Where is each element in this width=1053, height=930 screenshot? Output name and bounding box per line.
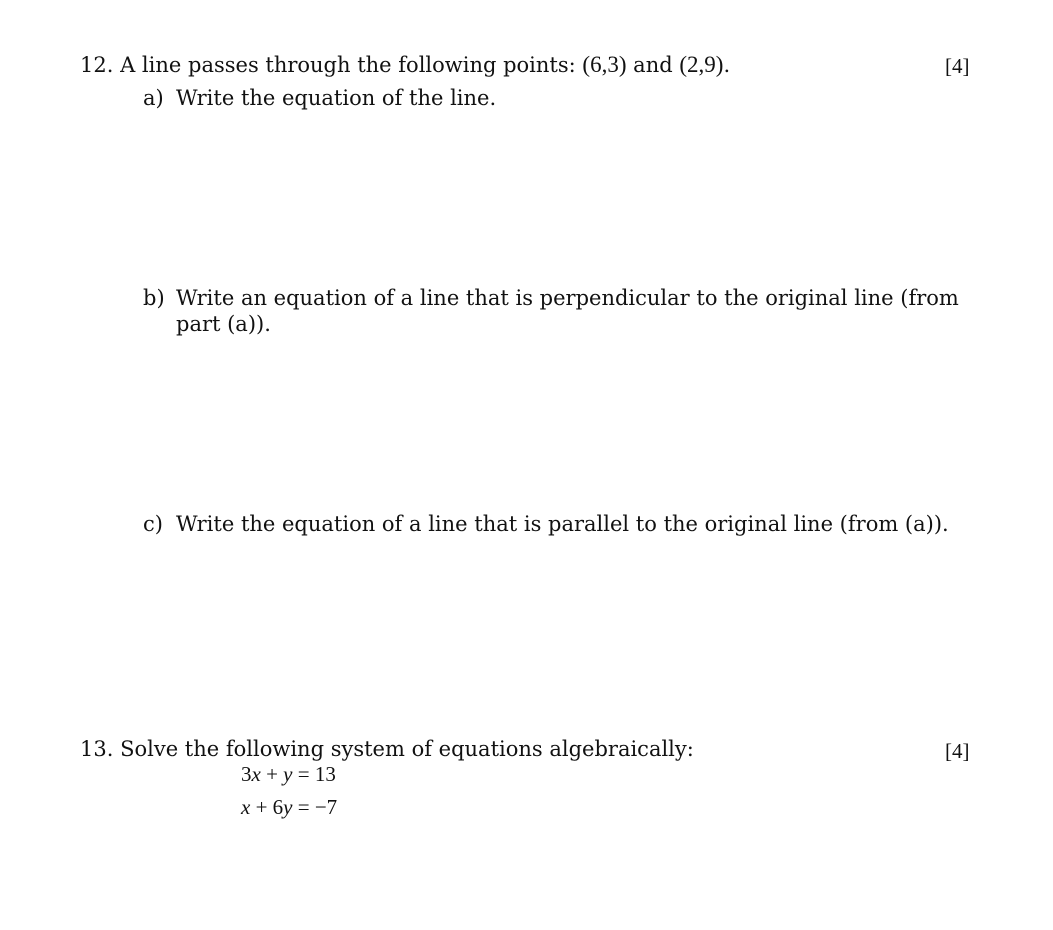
question-number: 12. (80, 53, 114, 77)
question-13-stem (80, 737, 694, 761)
sentence-end: . (723, 53, 731, 77)
part-a (143, 86, 496, 110)
coefficient: 3 (241, 762, 252, 786)
part-text: Write the equation of a line that is parallel to the original line (from (a)). (176, 512, 949, 536)
right-hand-side: = −7 (292, 795, 338, 819)
variable: y (283, 762, 293, 786)
right-hand-side: = 13 (292, 762, 336, 786)
part-text: Write the equation of the line. (176, 86, 497, 110)
variable: x (241, 795, 251, 819)
part-b (143, 286, 959, 310)
variable: y (283, 795, 293, 819)
part-label: b) (143, 286, 165, 310)
equation-2 (241, 795, 337, 820)
part-b-continuation: part (a)). (176, 312, 271, 336)
question-12-marks: [4] (945, 54, 970, 78)
question-13-marks: [4] (945, 739, 970, 763)
equation-1 (241, 762, 336, 787)
operator: + (260, 762, 284, 786)
connector-text: and (633, 53, 673, 77)
part-text: Write an equation of a line that is perpendicular to the original line (from (176, 286, 959, 310)
point-b: (2,9) (679, 52, 724, 77)
question-12-stem (80, 52, 730, 78)
part-label: c) (143, 512, 163, 536)
question-text: A line passes through the following points: (120, 53, 576, 77)
operator: + 6 (250, 795, 284, 819)
point-a: (6,3) (582, 52, 627, 77)
question-text: Solve the following system of equations algebraically: (120, 737, 694, 761)
variable: x (251, 762, 261, 786)
part-label: a) (143, 86, 164, 110)
part-c (143, 512, 949, 536)
question-number: 13. (80, 737, 114, 761)
